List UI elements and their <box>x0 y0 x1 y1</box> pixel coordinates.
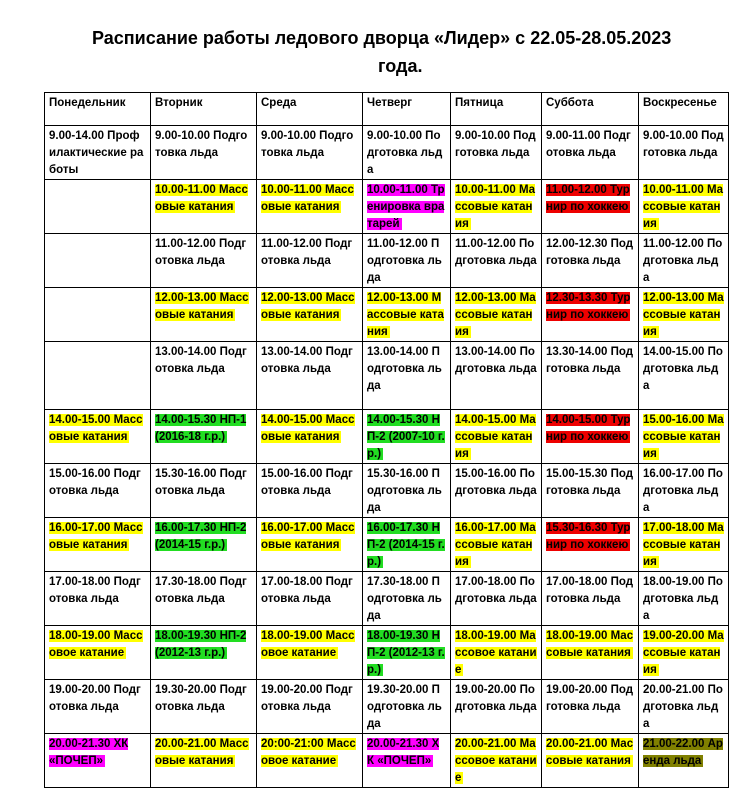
slot-text: 13.00-14.00 Подготовка льда <box>455 346 537 375</box>
slot-text: 13.00-14.00 Подготовка льда <box>367 346 442 392</box>
schedule-cell <box>639 464 729 518</box>
day-header: Воскресенье <box>639 93 729 126</box>
schedule-body <box>45 126 729 788</box>
schedule-cell <box>451 626 542 680</box>
schedule-cell <box>363 410 451 464</box>
schedule-cell <box>151 572 257 626</box>
highlighted-slot-text: 16.00-17.00 Массовые катания <box>455 522 536 568</box>
schedule-cell <box>639 288 729 342</box>
highlighted-slot-text: 20.00-21.30 ХК «ПОЧЕП» <box>49 738 129 767</box>
highlighted-slot-text: 16.00-17.00 Массовые катания <box>261 522 355 551</box>
schedule-cell <box>151 234 257 288</box>
schedule-cell <box>257 126 363 180</box>
highlighted-slot-text: 10.00-11.00 Массовые катания <box>155 184 248 213</box>
schedule-cell <box>639 626 729 680</box>
schedule-row <box>45 180 729 234</box>
highlighted-slot-text: 12.00-13.00 Массовые катания <box>367 292 444 338</box>
header-row <box>45 93 729 126</box>
schedule-cell <box>451 680 542 734</box>
slot-text: 9.00-10.00 Подготовка льда <box>455 130 536 159</box>
highlighted-slot-text: 15.30-16.30 Турнир по хоккею <box>546 522 631 551</box>
schedule-cell <box>363 734 451 788</box>
schedule-row <box>45 288 729 342</box>
slot-text: 15.30-16.00 Подготовка льда <box>367 468 442 514</box>
day-header: Суббота <box>542 93 639 126</box>
highlighted-slot-text: 18.00-19.00 Массовое катание <box>261 630 355 659</box>
schedule-row <box>45 342 729 410</box>
schedule-cell <box>257 180 363 234</box>
schedule-cell <box>257 288 363 342</box>
highlighted-slot-text: 20.00-21.00 Массовые катания <box>155 738 249 767</box>
schedule-cell <box>451 126 542 180</box>
slot-text: 11.00-12.00 Подготовка льда <box>643 238 723 284</box>
schedule-cell <box>363 180 451 234</box>
highlighted-slot-text: 19.00-20.00 Массовые катания <box>643 630 724 676</box>
slot-text: 16.00-17.00 Подготовка льда <box>643 468 723 514</box>
highlighted-slot-text: 12.00-13.00 Массовые катания <box>155 292 249 321</box>
schedule-cell <box>257 518 363 572</box>
schedule-cell <box>363 572 451 626</box>
slot-text: 19.30-20.00 Подготовка льда <box>367 684 442 730</box>
schedule-cell <box>542 518 639 572</box>
schedule-row <box>45 410 729 464</box>
title-line-2: года. <box>378 56 423 76</box>
schedule-row <box>45 518 729 572</box>
schedule-cell <box>639 180 729 234</box>
schedule-cell <box>542 180 639 234</box>
highlighted-slot-text: 18.00-19.30 НП-2 (2012-13 г.р.) <box>155 630 247 659</box>
slot-text: 12.00-12.30 Подготовка льда <box>546 238 634 267</box>
schedule-cell <box>363 288 451 342</box>
schedule-cell <box>45 734 151 788</box>
schedule-cell <box>451 288 542 342</box>
slot-text: 9.00-10.00 Подготовка льда <box>367 130 443 176</box>
schedule-cell <box>542 626 639 680</box>
schedule-cell <box>257 626 363 680</box>
schedule-cell <box>45 410 151 464</box>
day-header: Четверг <box>363 93 451 126</box>
schedule-cell <box>257 734 363 788</box>
schedule-cell <box>451 410 542 464</box>
schedule-cell <box>639 234 729 288</box>
schedule-row <box>45 234 729 288</box>
slot-text: 11.00-12.00 Подготовка льда <box>455 238 537 267</box>
slot-text: 19.30-20.00 Подготовка льда <box>155 684 247 713</box>
schedule-cell <box>639 572 729 626</box>
slot-text: 18.00-19.00 Подготовка льда <box>643 576 723 622</box>
schedule-cell <box>363 680 451 734</box>
highlighted-slot-text: 21.00-22.00 Аренда льда <box>643 738 723 767</box>
highlighted-slot-text: 10.00-11.00 Тренировка вратарей <box>367 184 445 230</box>
schedule-cell <box>151 680 257 734</box>
schedule-cell <box>257 410 363 464</box>
schedule-row <box>45 464 729 518</box>
schedule-cell <box>257 234 363 288</box>
slot-text: 19.00-20.00 Подготовка льда <box>455 684 537 713</box>
schedule-cell <box>257 342 363 410</box>
highlighted-slot-text: 14.00-15.30 НП-2 (2007-10 г.р.) <box>367 414 445 460</box>
highlighted-slot-text: 18.00-19.00 Массовые катания <box>546 630 634 659</box>
slot-text: 17.30-18.00 Подготовка льда <box>155 576 247 605</box>
highlighted-slot-text: 20.00-21.00 Массовые катания <box>546 738 634 767</box>
highlighted-slot-text: 18.00-19.30 НП-2 (2012-13 г.р.) <box>367 630 445 676</box>
highlighted-slot-text: 10.00-11.00 Массовые катания <box>455 184 536 230</box>
slot-text: 9.00-11.00 Подготовка льда <box>546 130 631 159</box>
slot-text: 17.00-18.00 Подготовка льда <box>49 576 141 605</box>
schedule-cell <box>639 126 729 180</box>
highlighted-slot-text: 11.00-12.00 Турнир по хоккею <box>546 184 630 213</box>
slot-text: 13.30-14.00 Подготовка льда <box>546 346 634 375</box>
highlighted-slot-text: 18.00-19.00 Массовое катание <box>49 630 143 659</box>
highlighted-slot-text: 12.00-13.00 Массовые катания <box>455 292 536 338</box>
schedule-title <box>0 24 742 80</box>
schedule-cell <box>542 234 639 288</box>
slot-text: 11.00-12.00 Подготовка льда <box>367 238 442 284</box>
highlighted-slot-text: 16.00-17.00 Массовые катания <box>49 522 143 551</box>
slot-text: 17.00-18.00 Подготовка льда <box>455 576 537 605</box>
schedule-cell <box>151 626 257 680</box>
schedule-cell <box>451 180 542 234</box>
highlighted-slot-text: 10.00-11.00 Массовые катания <box>643 184 724 230</box>
schedule-cell <box>363 518 451 572</box>
schedule-cell <box>363 464 451 518</box>
highlighted-slot-text: 20:00-21:00 Массовое катание <box>261 738 356 767</box>
highlighted-slot-text: 14.00-15.00 Массовые катания <box>455 414 536 460</box>
schedule-cell <box>151 180 257 234</box>
schedule-cell <box>451 464 542 518</box>
slot-text: 19.00-20.00 Подготовка льда <box>261 684 353 713</box>
highlighted-slot-text: 14.00-15.00 Турнир по хоккею <box>546 414 631 443</box>
schedule-row <box>45 626 729 680</box>
slot-text: 9.00-10.00 Подготовка льда <box>261 130 354 159</box>
schedule-cell <box>542 464 639 518</box>
highlighted-slot-text: 18.00-19.00 Массовое катание <box>455 630 537 676</box>
highlighted-slot-text: 15.00-16.00 Массовые катания <box>643 414 724 460</box>
schedule-cell <box>639 342 729 410</box>
schedule-cell <box>639 680 729 734</box>
schedule-cell <box>257 572 363 626</box>
highlighted-slot-text: 10.00-11.00 Массовые катания <box>261 184 354 213</box>
highlighted-slot-text: 14.00-15.30 НП-1 (2016-18 г.р.) <box>155 414 247 443</box>
schedule-cell <box>45 234 151 288</box>
schedule-cell <box>45 180 151 234</box>
highlighted-slot-text: 20.00-21.30 ХК «ПОЧЕП» <box>367 738 440 767</box>
schedule-cell <box>151 464 257 518</box>
schedule-cell <box>542 680 639 734</box>
schedule-cell <box>639 518 729 572</box>
schedule-table <box>44 92 729 788</box>
day-header: Среда <box>257 93 363 126</box>
schedule-row <box>45 572 729 626</box>
schedule-cell <box>151 410 257 464</box>
schedule-cell <box>542 410 639 464</box>
day-header: Вторник <box>151 93 257 126</box>
schedule-cell <box>639 410 729 464</box>
schedule-cell <box>45 288 151 342</box>
slot-text: 19.00-20.00 Подготовка льда <box>546 684 634 713</box>
highlighted-slot-text: 16.00-17.30 НП-2 (2014-15 г.р.) <box>155 522 247 551</box>
schedule-cell <box>257 680 363 734</box>
slot-text: 20.00-21.00 Подготовка льда <box>643 684 723 730</box>
slot-text: 17.30-18.00 Подготовка льда <box>367 576 442 622</box>
schedule-cell <box>151 288 257 342</box>
schedule-cell <box>45 572 151 626</box>
schedule-cell <box>45 342 151 410</box>
schedule-cell <box>451 342 542 410</box>
schedule-cell <box>542 342 639 410</box>
slot-text: 15.00-16.00 Подготовка льда <box>49 468 141 497</box>
schedule-row <box>45 734 729 788</box>
highlighted-slot-text: 12.30-13.30 Турнир по хоккею <box>546 292 631 321</box>
schedule-cell <box>151 126 257 180</box>
schedule-cell <box>542 734 639 788</box>
schedule-cell <box>45 680 151 734</box>
highlighted-slot-text: 14.00-15.00 Массовые катания <box>261 414 355 443</box>
schedule-cell <box>542 288 639 342</box>
highlighted-slot-text: 14.00-15.00 Массовые катания <box>49 414 143 443</box>
schedule-cell <box>45 126 151 180</box>
schedule-cell <box>45 518 151 572</box>
slot-text: 15.30-16.00 Подготовка льда <box>155 468 247 497</box>
highlighted-slot-text: 12.00-13.00 Массовые катания <box>261 292 355 321</box>
schedule-row <box>45 126 729 180</box>
slot-text: 19.00-20.00 Подготовка льда <box>49 684 141 713</box>
slot-text: 15.00-15.30 Подготовка льда <box>546 468 634 497</box>
schedule-cell <box>639 734 729 788</box>
highlighted-slot-text: 16.00-17.30 НП-2 (2014-15 г.р.) <box>367 522 445 568</box>
schedule-cell <box>363 342 451 410</box>
schedule-cell <box>451 234 542 288</box>
title-line-1: Расписание работы ледового дворца «Лидер» с 22.05-28.05.2023 <box>92 28 672 48</box>
slot-text: 13.00-14.00 Подготовка льда <box>155 346 247 375</box>
schedule-cell <box>363 126 451 180</box>
highlighted-slot-text: 12.00-13.00 Массовые катания <box>643 292 724 338</box>
schedule-cell <box>151 342 257 410</box>
schedule-cell <box>542 126 639 180</box>
schedule-row <box>45 680 729 734</box>
slot-text: 9.00-10.00 Подготовка льда <box>155 130 248 159</box>
highlighted-slot-text: 20.00-21.00 Массовое катание <box>455 738 537 784</box>
slot-text: 17.00-18.00 Подготовка льда <box>546 576 634 605</box>
schedule-cell <box>451 518 542 572</box>
schedule-cell <box>363 234 451 288</box>
schedule-cell <box>451 734 542 788</box>
schedule-cell <box>451 572 542 626</box>
slot-text: 11.00-12.00 Подготовка льда <box>261 238 353 267</box>
schedule-cell <box>151 518 257 572</box>
schedule-cell <box>151 734 257 788</box>
day-header: Понедельник <box>45 93 151 126</box>
slot-text: 14.00-15.00 Подготовка льда <box>643 346 723 392</box>
slot-text: 15.00-16.00 Подготовка льда <box>261 468 353 497</box>
slot-text: 9.00-10.00 Подготовка льда <box>643 130 724 159</box>
highlighted-slot-text: 17.00-18.00 Массовые катания <box>643 522 724 568</box>
schedule-cell <box>257 464 363 518</box>
slot-text: 13.00-14.00 Подготовка льда <box>261 346 353 375</box>
schedule-cell <box>363 626 451 680</box>
slot-text: 9.00-14.00 Профилактические работы <box>49 130 144 176</box>
schedule-cell <box>45 464 151 518</box>
slot-text: 17.00-18.00 Подготовка льда <box>261 576 353 605</box>
slot-text: 11.00-12.00 Подготовка льда <box>155 238 247 267</box>
slot-text: 15.00-16.00 Подготовка льда <box>455 468 537 497</box>
schedule-cell <box>45 626 151 680</box>
day-header: Пятница <box>451 93 542 126</box>
schedule-cell <box>542 572 639 626</box>
